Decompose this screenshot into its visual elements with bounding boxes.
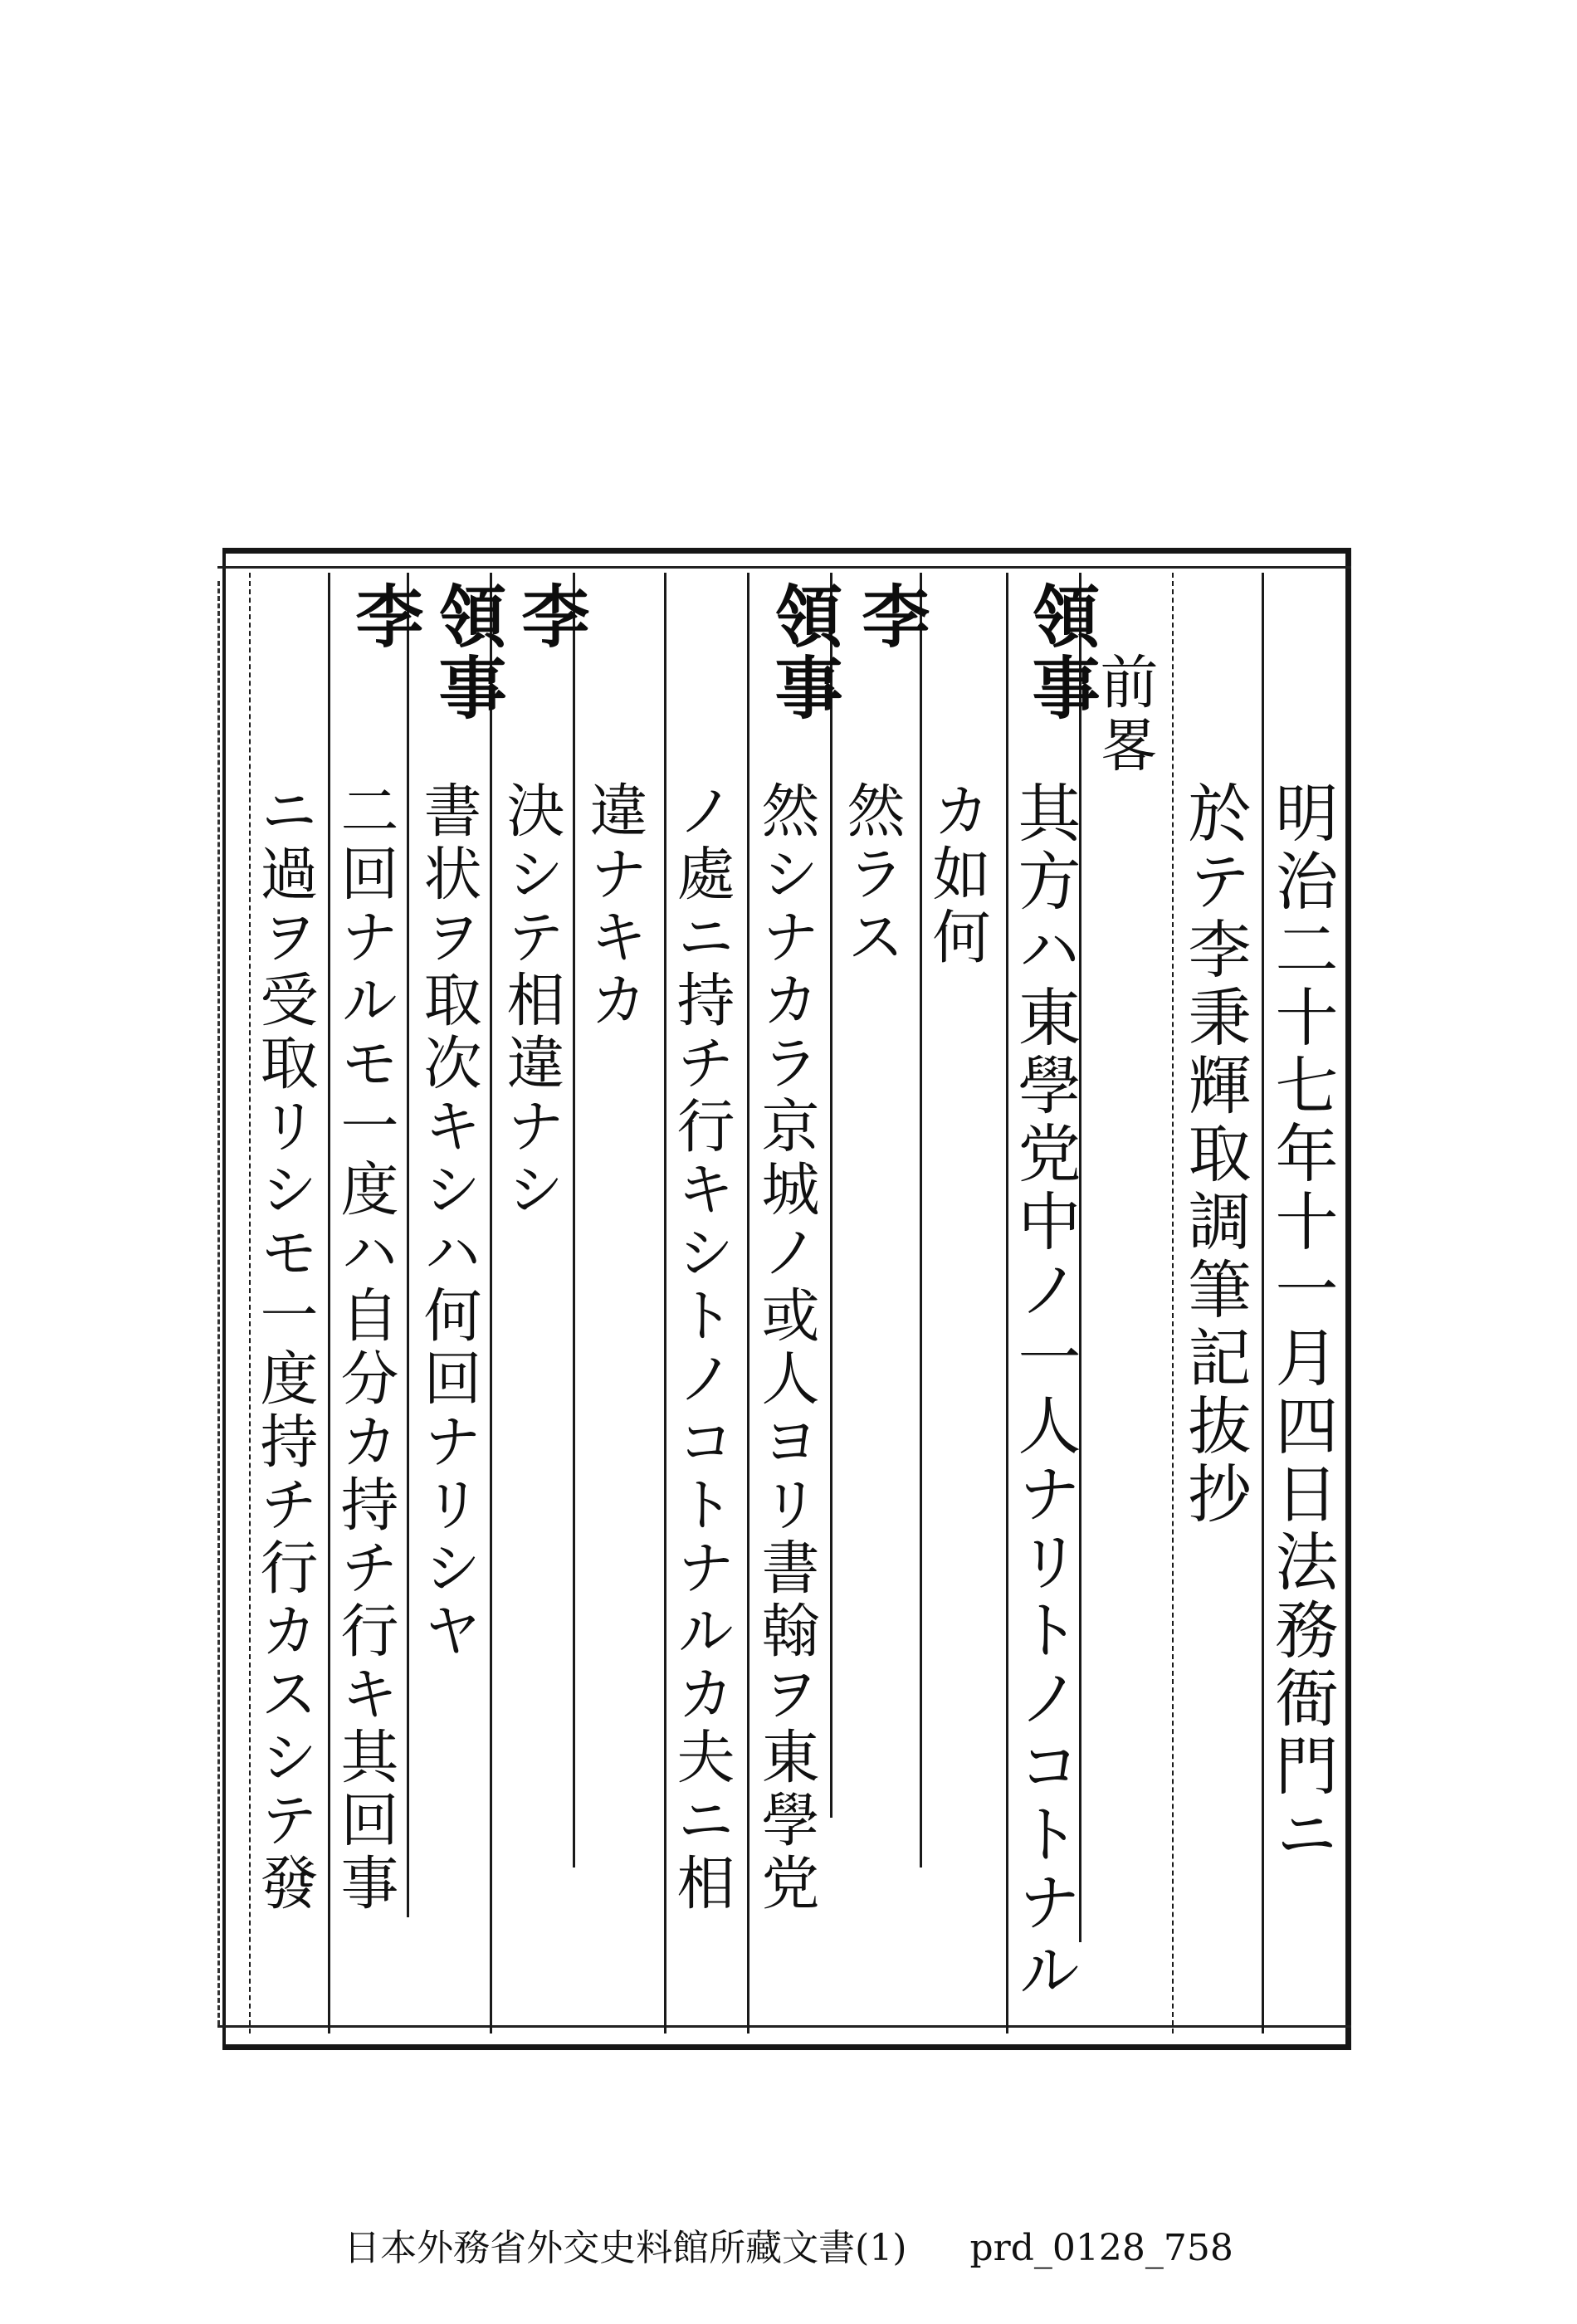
speaker-label: 李 (344, 581, 424, 652)
heading-column: 明治二十七年十一月四日法務衙門ニ (1265, 780, 1339, 1869)
dialogue-line: 違ナキカ (580, 780, 648, 1033)
speaker-label: 李 (510, 581, 590, 652)
dialogue-line: 二回ナルモ一度ハ自分カ持チ行キ其回事 (331, 780, 399, 1916)
column-rule (1172, 573, 1174, 2034)
frame-top-rule (217, 566, 1351, 569)
column-rule (573, 573, 575, 1868)
dialogue-line: カ如何 (923, 780, 991, 969)
heading-column: 於テ李秉輝取調筆記抜抄 (1178, 780, 1252, 1529)
speaker-label: 李 (851, 581, 930, 652)
omission-note: 前畧 (1091, 652, 1159, 778)
column-rule (830, 573, 832, 1818)
dialogue-line: 然シナカラ京城ノ或人ヨリ書翰ヲ東學党 (752, 780, 820, 1916)
dialogue-line: 然ラス (837, 780, 906, 969)
dialogue-line: 書状ヲ取次キシハ何回ナリシヤ (414, 780, 482, 1663)
dialogue-line: 其方ハ東學党中ノ一人ナリトノコトナル (1008, 780, 1081, 2005)
column-rule (490, 573, 492, 2034)
dialogue-line: 決シテ相違ナシ (497, 780, 565, 1222)
document-id: prd_0128_758 (969, 2227, 1233, 2269)
speaker-label: 領事 (764, 581, 843, 724)
dialogue-line: ニ過ヲ受取リシモ一度持チ行カスシテ發 (251, 780, 319, 1916)
column-rule (920, 573, 922, 1868)
speaker-label: 領事 (1021, 581, 1101, 724)
speaker-label: 領事 (427, 581, 507, 724)
scan-edge-mark (217, 581, 220, 2025)
frame-bottom-rule (217, 2025, 1351, 2028)
dialogue-line: ノ處ニ持チ行キシトノコトナルカ夫ニ相 (667, 780, 735, 1916)
column-rule (407, 573, 409, 1917)
collection-name: 日本外務省外交史料館所藏文書(1) (344, 2227, 907, 2269)
archive-caption (0, 2218, 1577, 2271)
column-rule (664, 573, 666, 2034)
column-rule (747, 573, 749, 2034)
column-rule (1262, 573, 1264, 2034)
column-rule (328, 573, 330, 2034)
